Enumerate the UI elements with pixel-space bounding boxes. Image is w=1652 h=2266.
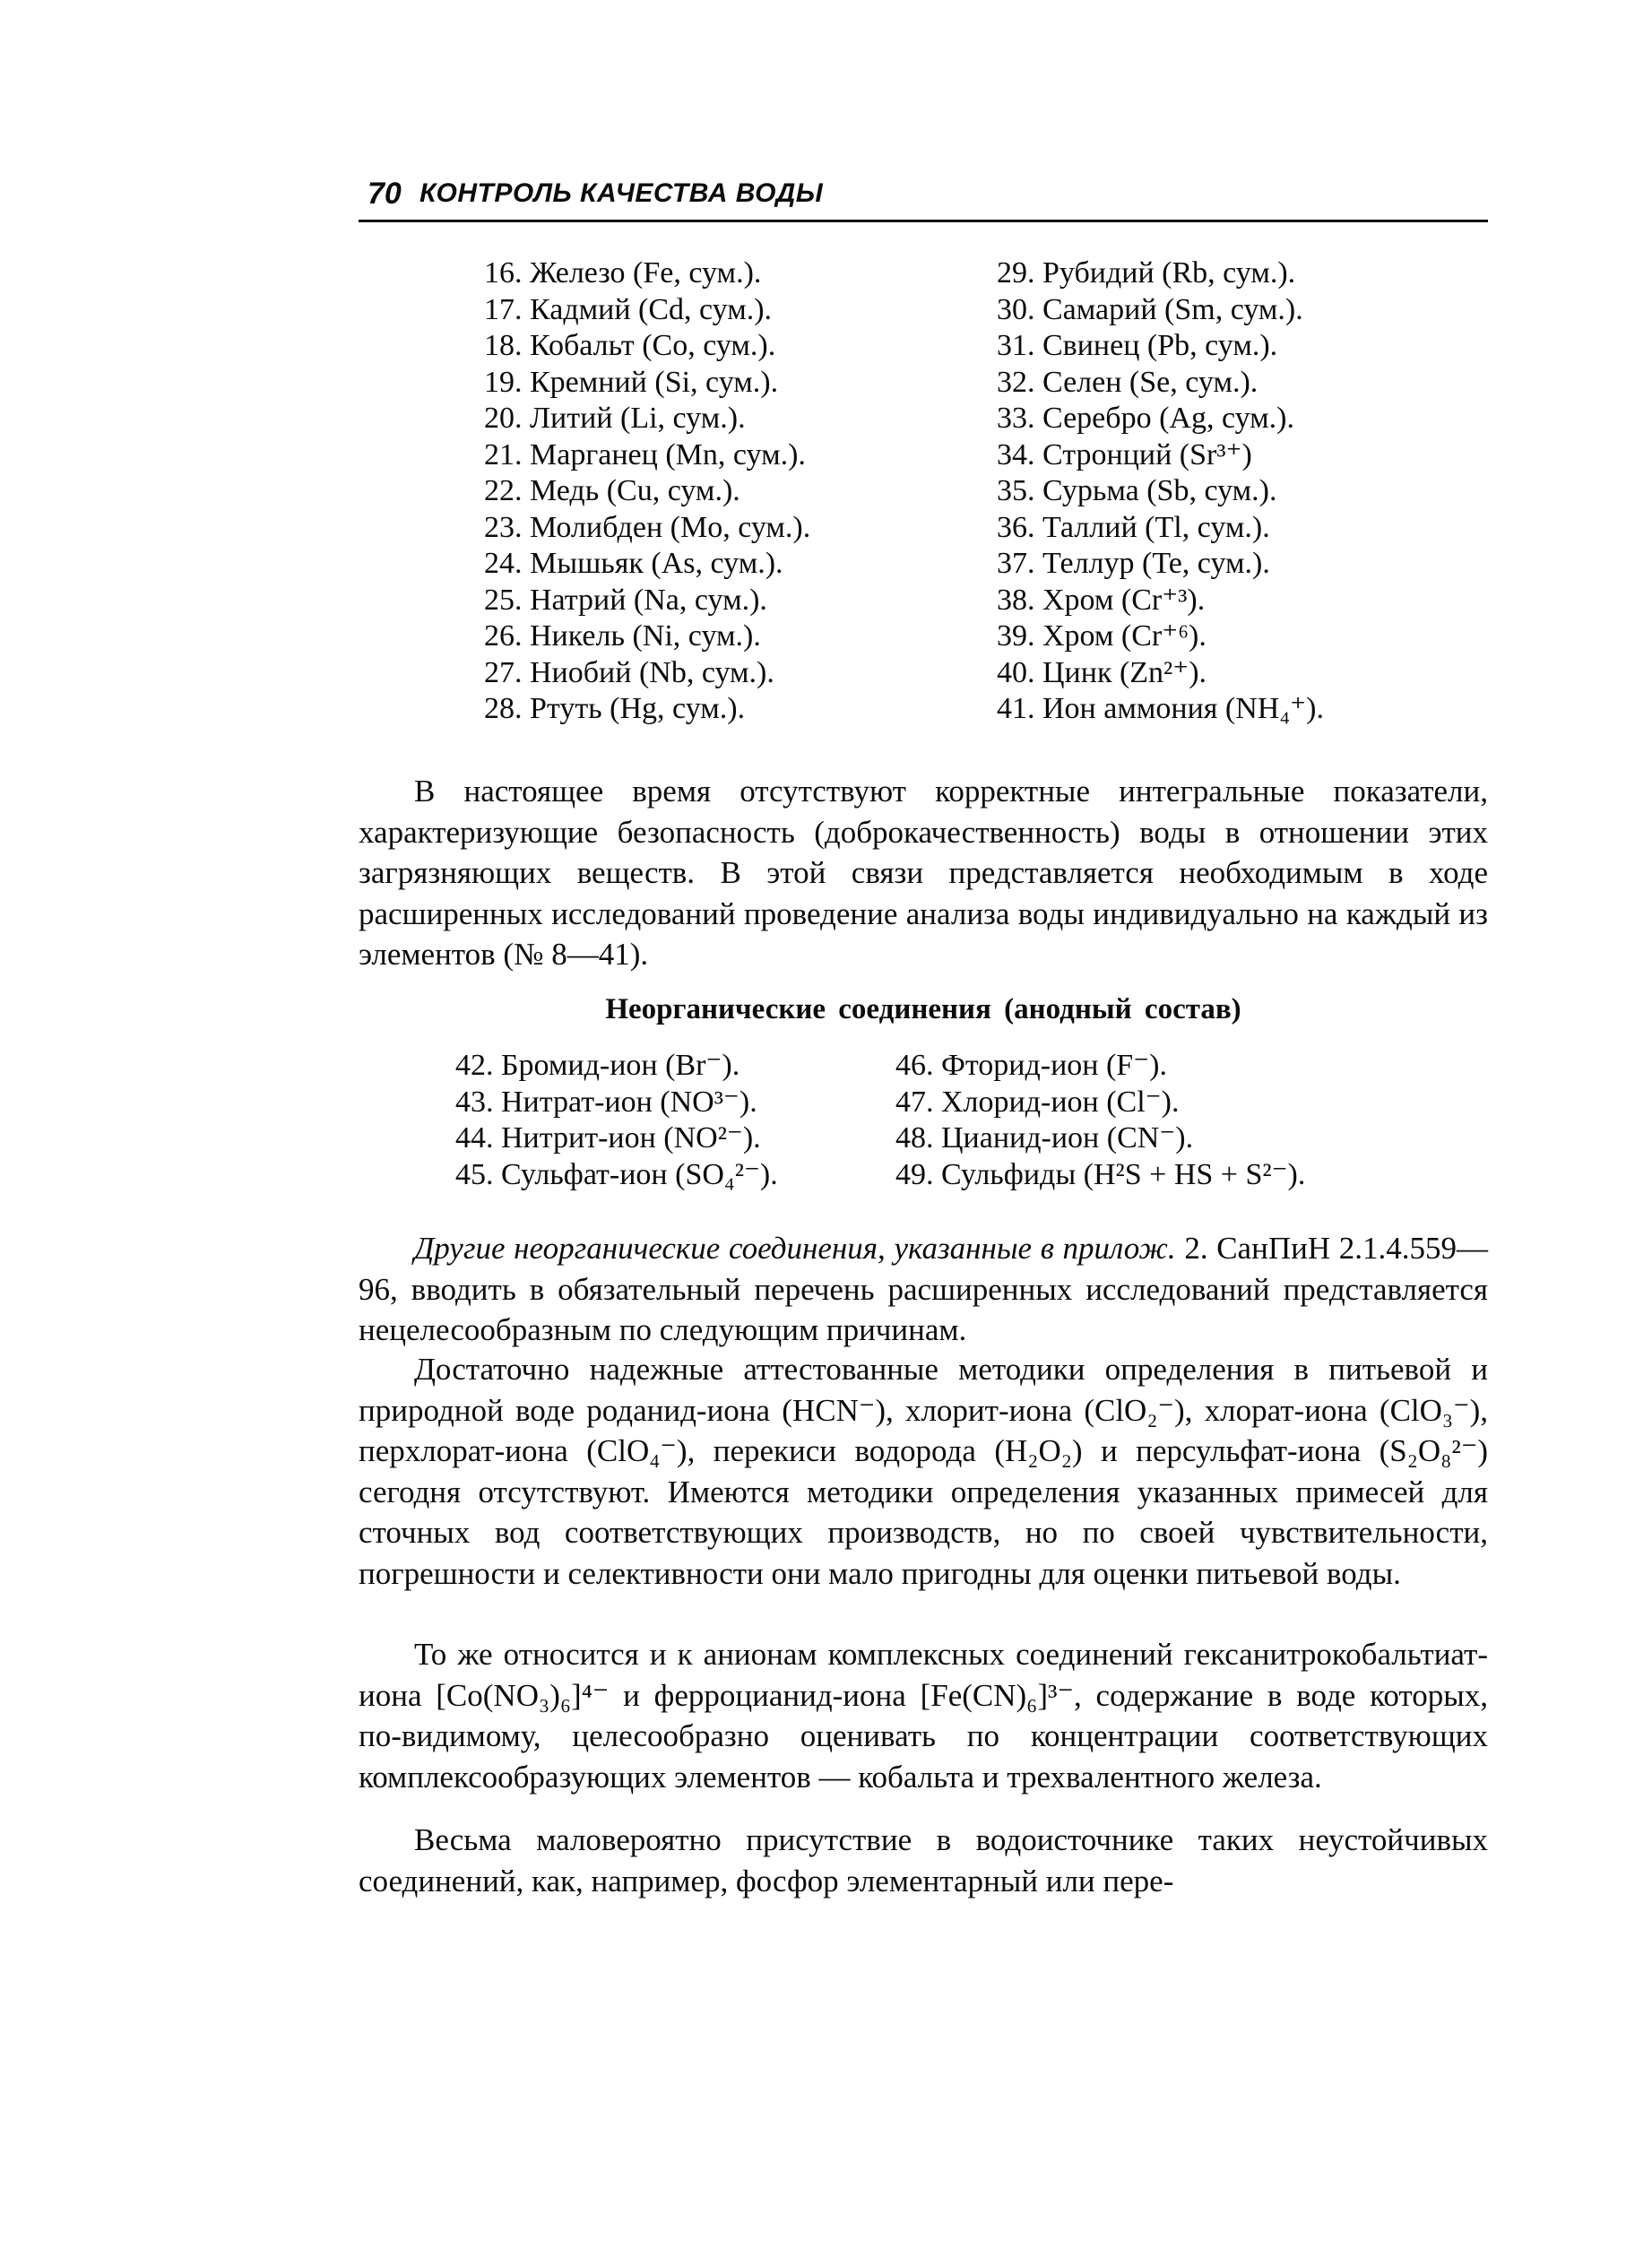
list-item: 24. Мышьяк (As, сум.). bbox=[484, 547, 783, 580]
list-item: 16. Железо (Fe, сум.). bbox=[484, 256, 762, 290]
list-item: 20. Литий (Li, сум.). bbox=[484, 402, 746, 435]
list-item: 37. Теллур (Te, сум.). bbox=[997, 547, 1270, 580]
elements-list-right bbox=[997, 255, 1324, 728]
list-item: 49. Сульфиды (H²S + HS + S²⁻). bbox=[895, 1157, 1306, 1191]
anions-list-right bbox=[895, 1048, 1305, 1193]
list-item: 21. Марганец (Mn, сум.). bbox=[484, 437, 806, 471]
paragraph-other-compounds bbox=[359, 1228, 1488, 1351]
list-item: 28. Ртуть (Hg, сум.). bbox=[484, 692, 746, 725]
list-item: 45. Сульфат-ион (SO₄²⁻). bbox=[455, 1157, 778, 1191]
list-item: 43. Нитрат-ион (NO³⁻). bbox=[455, 1085, 757, 1119]
running-title: КОНТРОЛЬ КАЧЕСТВА ВОДЫ bbox=[419, 178, 824, 208]
elements-list-left bbox=[484, 255, 810, 728]
list-item: 41. Ион аммония (NH₄⁺). bbox=[997, 692, 1324, 725]
paragraph-body: 2. СанПиН 2.1.4.559—96, вводить в обязательный перечень расширенных исследований представляется нецелесообразным по следующим причинам. bbox=[359, 1231, 1488, 1347]
list-item: 42. Бромид-ион (Br⁻). bbox=[455, 1049, 740, 1082]
list-item: 39. Хром (Cr⁺⁶). bbox=[997, 619, 1207, 653]
running-header bbox=[359, 175, 1488, 222]
list-item: 27. Ниобий (Nb, сум.). bbox=[484, 655, 774, 689]
list-item: 26. Никель (Ni, сум.). bbox=[484, 619, 761, 653]
paragraph-methods: Достаточно надежные аттестованные методики определения в питьевой и природной воде роданид-иона (HCN⁻), хлорит-иона (ClO₂⁻), хлорат-иона (ClO₃⁻), перхлорат-иона (ClO₄⁻), перекиси водорода (H₂O₂) и персульфат-иона (S₂O₈²⁻) сегодня отсутствуют. Имеются методики определения указанных примесей для сточных вод соответствующих производств, но по своей чувствительности, погрешности и селективности они мало пригодны для оценки питьевой воды. bbox=[359, 1352, 1488, 1591]
list-item: 30. Самарий (Sm, сум.). bbox=[997, 292, 1303, 326]
list-item: 17. Кадмий (Cd, сум.). bbox=[484, 292, 773, 326]
list-item: 34. Стронций (Sr³⁺) bbox=[997, 437, 1252, 471]
paragraph-unstable-compounds: Весьма маловероятно присутствие в водоисточнике таких неустойчивых соединений, как, например, фосфор элементарный или пере- bbox=[359, 1822, 1488, 1898]
list-item: 38. Хром (Cr⁺³). bbox=[997, 583, 1206, 617]
italic-lead: Другие неорганические соединения, bbox=[414, 1231, 886, 1266]
paragraph-complex-anions: То же относится и к анионам комплексных соединений гексанитрокобальтиат-иона [Co(NO₃)₆]⁴⁻ и ферроцианид-иона [Fe(CN)₆]³⁻, содержание в воде которых, по-видимому, целесообразно оценивать по концентрации соответствующих комплексообразующих элементов — кобальта и трехвалентного железа. bbox=[359, 1637, 1488, 1795]
list-item: 31. Свинец (Pb, сум.). bbox=[997, 329, 1278, 362]
anions-list-left bbox=[455, 1048, 778, 1193]
list-item: 19. Кремний (Si, сум.). bbox=[484, 365, 779, 399]
list-item: 40. Цинк (Zn²⁺). bbox=[997, 655, 1207, 689]
list-item: 47. Хлорид-ион (Cl⁻). bbox=[895, 1085, 1180, 1119]
list-item: 35. Сурьма (Sb, сум.). bbox=[997, 474, 1277, 507]
section-heading: Неорганические соединения (анодный состав) bbox=[605, 993, 1241, 1025]
list-item: 44. Нитрит-ион (NO²⁻). bbox=[455, 1121, 761, 1155]
list-item: 36. Таллий (Tl, сум.). bbox=[997, 510, 1270, 544]
list-item: 48. Цианид-ион (CN⁻). bbox=[895, 1121, 1194, 1155]
list-item: 22. Медь (Cu, сум.). bbox=[484, 474, 740, 507]
list-item: 46. Фторид-ион (F⁻). bbox=[895, 1049, 1167, 1082]
list-item: 25. Натрий (Na, сум.). bbox=[484, 583, 767, 617]
paragraph-integral-indicators: В настоящее время отсутствуют корректные интегральные показатели, характеризующие безопасность (доброкачественность) воды в отношении этих загрязняющих веществ. В этой связи представляется необходимым в ходе расширенных исследований проведение анализа воды индивидуально на каждый из элементов (№ 8—41). bbox=[359, 774, 1488, 972]
list-item: 23. Молибден (Mo, сум.). bbox=[484, 510, 811, 544]
list-item: 33. Серебро (Ag, сум.). bbox=[997, 402, 1294, 435]
list-item: 18. Кобальт (Co, сум.). bbox=[484, 329, 776, 362]
list-item: 32. Селен (Se, сум.). bbox=[997, 365, 1258, 399]
italic-reference: указанные в прилож. bbox=[894, 1231, 1176, 1266]
page-number: 70 bbox=[368, 177, 402, 211]
list-item: 29. Рубидий (Rb, сум.). bbox=[997, 256, 1296, 290]
